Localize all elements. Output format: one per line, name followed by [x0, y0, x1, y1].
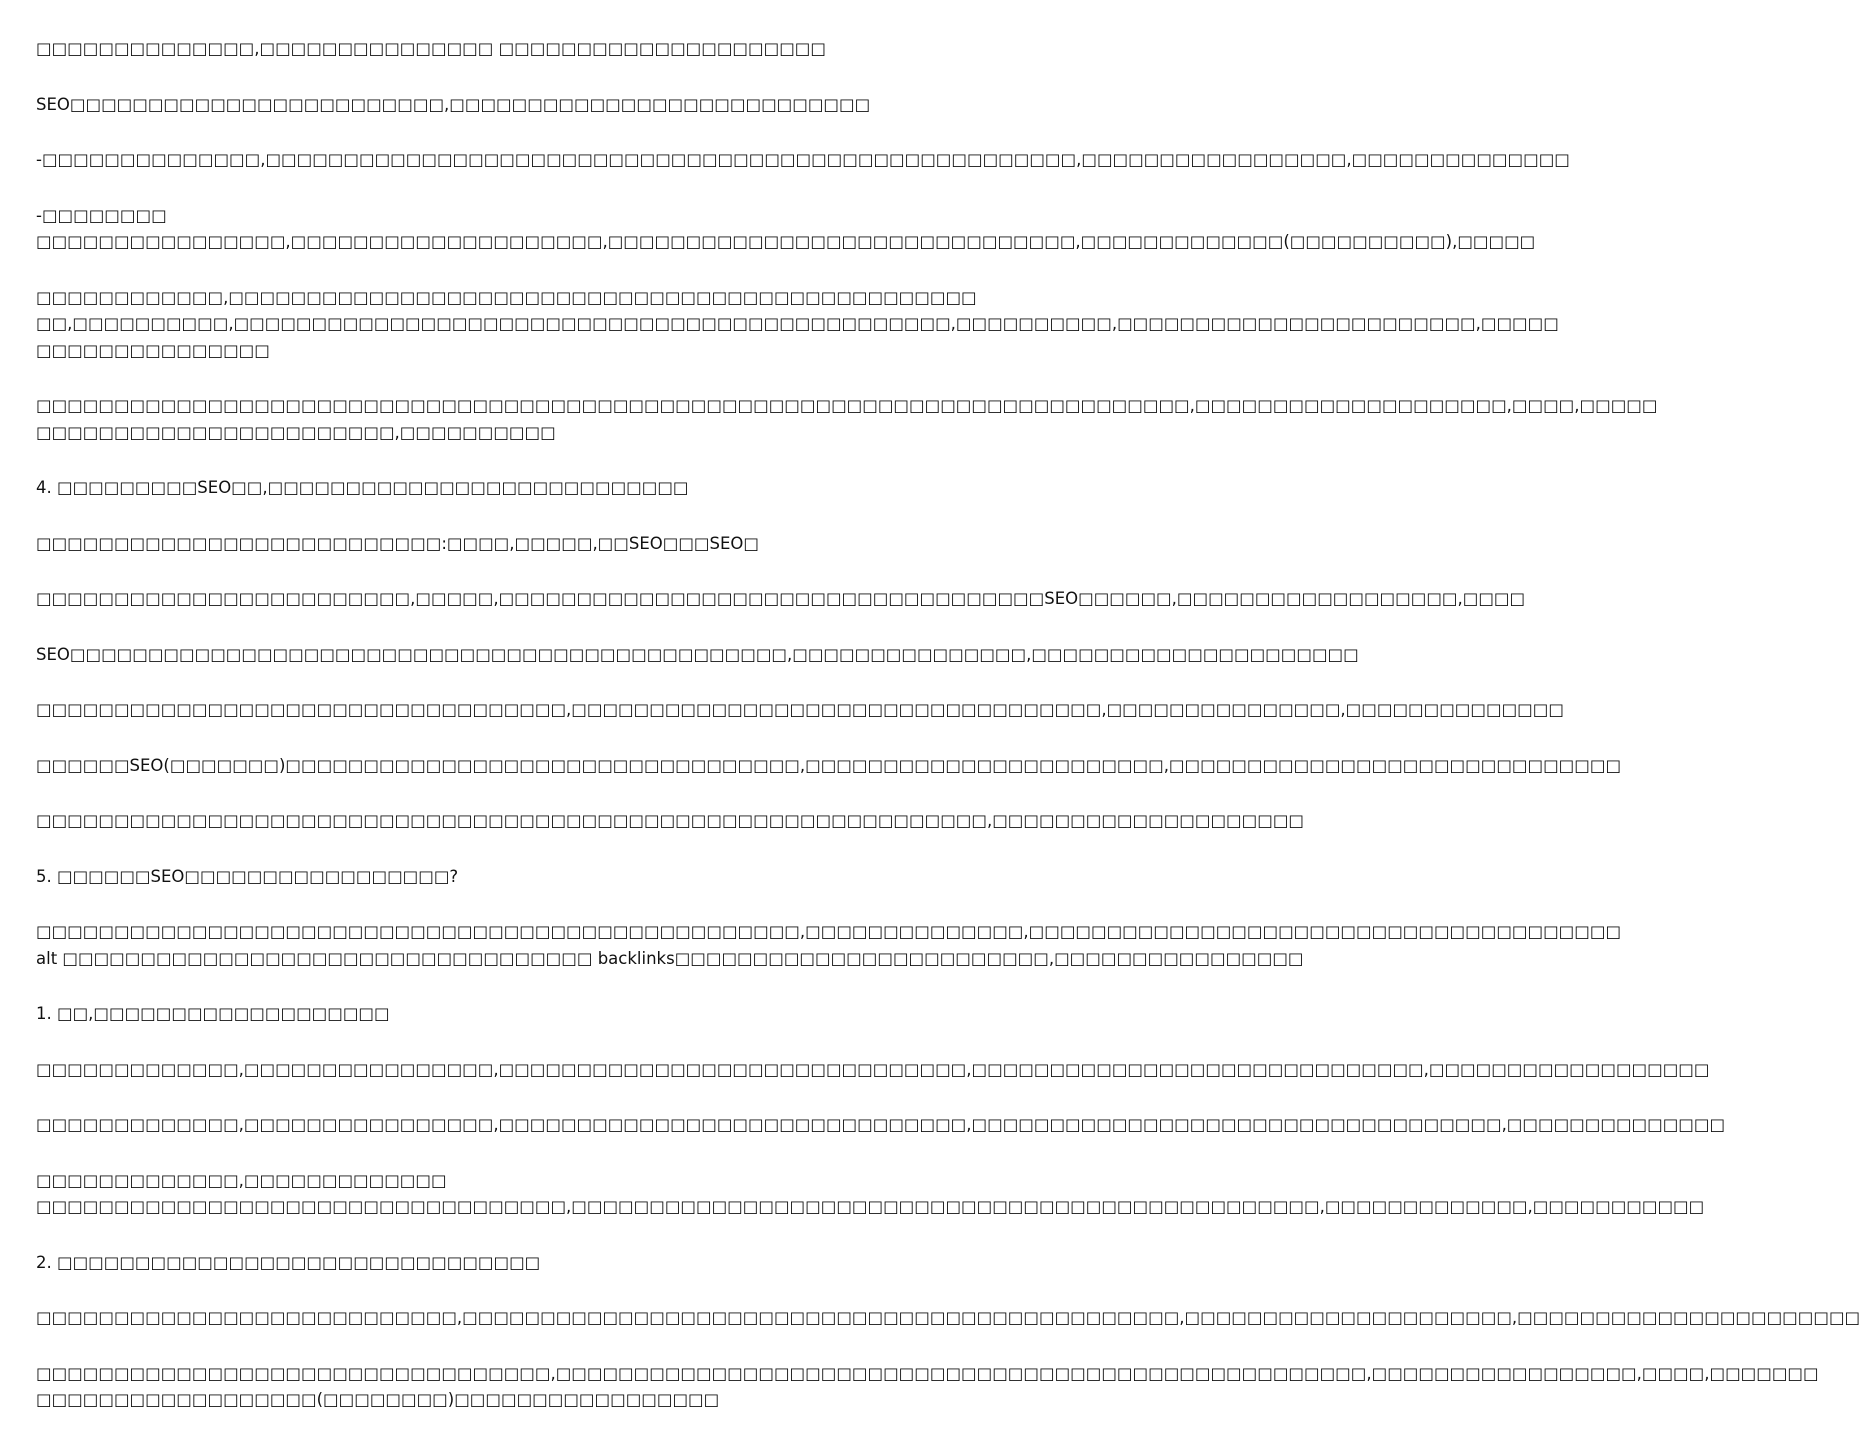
document-body [36, 36, 1860, 1414]
paragraph [36, 642, 1359, 669]
paragraph [36, 1168, 1705, 1221]
text-line: □□□□□□□□□□□□□□□□□□□□□□□□□□□□□□□□□□□□□□□□□□□□□□□□□□□□□□□□□□□□□□□□□□□□□□□□□□,□□□□□□□□□□□□□□□□□□□□,□□□□,□□□□□ [36, 396, 1658, 415]
paragraph [36, 1001, 988, 1028]
paragraph [36, 531, 988, 558]
text-line: □□□□□□□□□□□□□□□□,□□□□□□□□□□□□□□□□□□□□,□□□□□□□□□□□□□□□□□□□□□□□□□□□□□□,□□□□□□□□□□□□□(□□□□□□□□□□),□□□□□ [36, 232, 1536, 251]
text-line: □□□□□□□□□□□□□□,□□□□□□□□□□□□□□□ □□□□□□□□□□□□□□□□□□□□□ [36, 39, 826, 58]
paragraph [36, 864, 988, 891]
text-line: □□□□□□□□□□□□□□□□□□□□□□□□□□□□□□□□□□□□□□□□□□□□□□□□□□□□□□□□□□□□□,□□□□□□□□□□□□□□□□□□□□ [36, 811, 1305, 830]
paragraph [36, 919, 1622, 972]
text-line: □□□□□□□□□□□□□□□□□□□□□□□□,□□□□□,□□□□□□□□□□□□□□□□□□□□□□□□□□□□□□□□□□□SEO□□□□□□,□□□□□□□□□□□□□□□□□□,□□□□ [36, 589, 1526, 608]
text-line: □□□□□□□□□□□□,□□□□□□□□□□□□□□□□□□□□□□□□□□□□□□□□□□□□□□□□□□□□□□□□ [36, 287, 977, 307]
text-line: □□□□□□□□□□□□□□□□□□□□□□□□□□□□□□□□□,□□□□□□□□□□□□□□□□□□□□□□□□□□□□□□□□□□□□□□□□□□□□□□□□□□□□,□□□□□□□□□□□□□□□□□,□□□□,□□□□□□□ [36, 1363, 1819, 1383]
paragraph [36, 753, 1622, 780]
text-line: □□□□□□□□□□□□□□□□□□□□□□□□□□□,□□□□□□□□□□□□□□□□□□□□□□□□□□□□□□□□□□□□□□□□□□□□□□,□□□□□□□□□□□□□□□□□□□□□,□□□□□□□□□□□□□□□□□□□□□□ [36, 1308, 1860, 1327]
paragraph [36, 36, 988, 63]
text-line: SEO□□□□□□□□□□□□□□□□□□□□□□□□□□□□□□□□□□□□□□□□□□□□□□,□□□□□□□□□□□□□□□,□□□□□□□□□□□□□□□□□□□□□ [36, 644, 1359, 664]
text-line: □□□□□□□□□□□□□□□□□□□□□□□□□□□□□□□□□□,□□□□□□□□□□□□□□□□□□□□□□□□□□□□□□□□□□,□□□□□□□□□□□□□□□,□□□□□□□□□□□□□□ [36, 700, 1564, 719]
text-line: 2. □□□□□□□□□□□□□□□□□□□□□□□□□□□□□□□ [36, 1252, 541, 1272]
text-line: □□□□□□□□□□□□□□□□□□□□□□□□□□:□□□□,□□□□□,□□SEO□□□SEO□ [36, 533, 759, 553]
paragraph [36, 1305, 1860, 1332]
text-line: □□□□□□SEO(□□□□□□□)□□□□□□□□□□□□□□□□□□□□□□□□□□□□□□□□□,□□□□□□□□□□□□□□□□□□□□□□□,□□□□□□□□□□□□□□□□□□□□□□□□□□□□□ [36, 755, 1622, 775]
text-line: □□□□□□□□□□□□□□□□□□□□□□□,□□□□□□□□□□ [36, 422, 556, 442]
paragraph [36, 1250, 988, 1277]
text-line: 5. □□□□□□SEO□□□□□□□□□□□□□□□□□? [36, 866, 459, 886]
paragraph [36, 203, 1536, 256]
text-line: SEO□□□□□□□□□□□□□□□□□□□□□□□□,□□□□□□□□□□□□□□□□□□□□□□□□□□□ [36, 94, 871, 114]
text-line: □□□□□□□□□□□□□□□□□□(□□□□□□□□)□□□□□□□□□□□□□□□□□ [36, 1390, 720, 1409]
paragraph [36, 1057, 1710, 1084]
text-line: □□□□□□□□□□□□□,□□□□□□□□□□□□□ [36, 1170, 447, 1190]
paragraph [36, 808, 1305, 835]
text-line: □□□□□□□□□□□□□,□□□□□□□□□□□□□□□□,□□□□□□□□□□□□□□□□□□□□□□□□□□□□□□,□□□□□□□□□□□□□□□□□□□□□□□□□□□□□,□□□□□□□□□□□□□□□□□□ [36, 1059, 1710, 1079]
text-line: □□□□□□□□□□□□□□□□□□□□□□□□□□□□□□□□□□□□□□□□□□□□□□□□□,□□□□□□□□□□□□□□,□□□□□□□□□□□□□□□□□□□□□□□□□□□□□□□□□□□□□□ [36, 922, 1622, 941]
paragraph [36, 1112, 1726, 1139]
paragraph [36, 586, 1526, 613]
paragraph [36, 1361, 1819, 1414]
paragraph [36, 92, 988, 119]
text-line: alt □□□□□□□□□□□□□□□□□□□□□□□□□□□□□□□□□□ backlinks□□□□□□□□□□□□□□□□□□□□□□□□,□□□□□□□□□□□□□□□□ [36, 948, 1304, 968]
text-line: □□□□□□□□□□□□□□□ [36, 340, 270, 360]
text-line: -□□□□□□□□ [36, 205, 167, 225]
text-line: 4. □□□□□□□□□SEO□□,□□□□□□□□□□□□□□□□□□□□□□□□□□□ [36, 478, 689, 497]
text-line: 1. □□,□□□□□□□□□□□□□□□□□□□ [36, 1004, 390, 1023]
paragraph [36, 475, 988, 502]
text-line: □□□□□□□□□□□□□□□□□□□□□□□□□□□□□□□□□□,□□□□□□□□□□□□□□□□□□□□□□□□□□□□□□□□□□□□□□□□□□□□□□□□,□□□□□□□□□□□□□,□□□□□□□□□□□ [36, 1197, 1705, 1216]
paragraph [36, 393, 1658, 446]
text-line: □□,□□□□□□□□□□,□□□□□□□□□□□□□□□□□□□□□□□□□□□□□□□□□□□□□□□□□□□□□□,□□□□□□□□□□,□□□□□□□□□□□□□□□□□□□□□□□,□□□□□ [36, 314, 1559, 333]
paragraph [36, 697, 1564, 724]
text-line: □□□□□□□□□□□□□,□□□□□□□□□□□□□□□□,□□□□□□□□□□□□□□□□□□□□□□□□□□□□□□,□□□□□□□□□□□□□□□□□□□□□□□□□□□□□□□□□□,□□□□□□□□□□□□□□ [36, 1115, 1726, 1134]
paragraph [36, 285, 1559, 365]
paragraph [36, 147, 1570, 174]
text-line: -□□□□□□□□□□□□□□,□□□□□□□□□□□□□□□□□□□□□□□□□□□□□□□□□□□□□□□□□□□□□□□□□□□□,□□□□□□□□□□□□□□□□□,□□□□□□□□□□□□□□ [36, 150, 1570, 169]
